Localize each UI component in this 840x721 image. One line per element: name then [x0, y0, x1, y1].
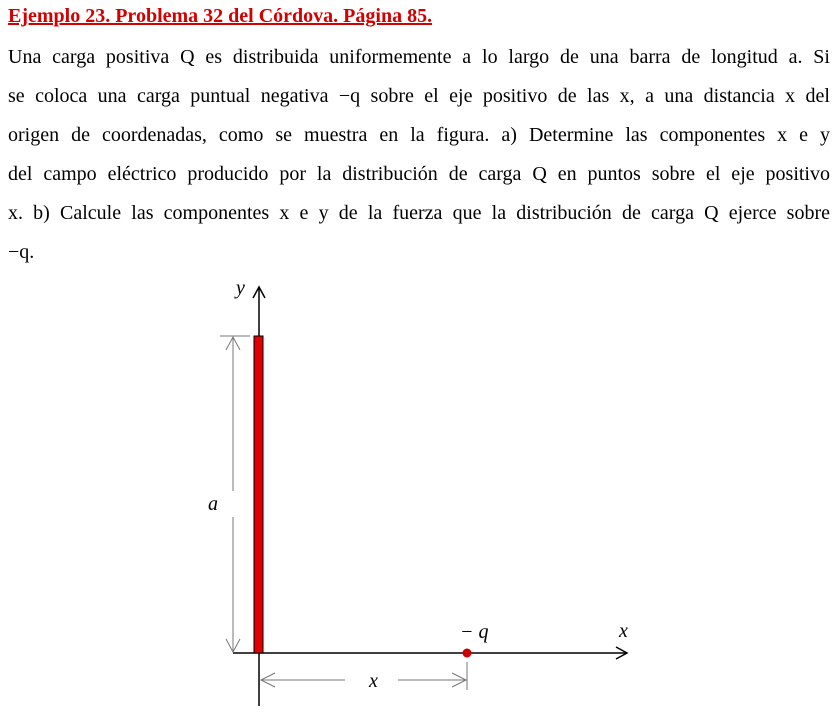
paragraph-line: del campo eléctrico producido por la distribución de carga Q en puntos sobre el eje positivo	[8, 163, 830, 185]
paragraph-line: Una carga positiva Q es distribuida uniformemente a lo largo de una barra de longitud a. Si	[8, 46, 830, 68]
charge-label: − q	[460, 621, 489, 643]
y-axis-label: y	[236, 277, 245, 299]
paragraph-line: se coloca una carga puntual negativa −q sobre el eje positivo de las x, a una distancia x del	[8, 85, 830, 107]
paragraph-line: x. b) Calcule las componentes x e y de la fuerza que la distribución de carga Q ejerce sobre	[8, 202, 830, 224]
distance-label: x	[369, 670, 378, 692]
x-axis-label: x	[619, 620, 628, 642]
paragraph-line: −q.	[8, 241, 35, 263]
example-title: Ejemplo 23. Problema 32 del Córdova. Página 85.	[8, 5, 433, 27]
charged-rod	[254, 336, 263, 653]
rod-length-label: a	[208, 493, 218, 515]
point-charge	[463, 649, 472, 658]
paragraph-line: origen de coordenadas, como se muestra en la figura. a) Determine las componentes x e y	[8, 124, 830, 146]
